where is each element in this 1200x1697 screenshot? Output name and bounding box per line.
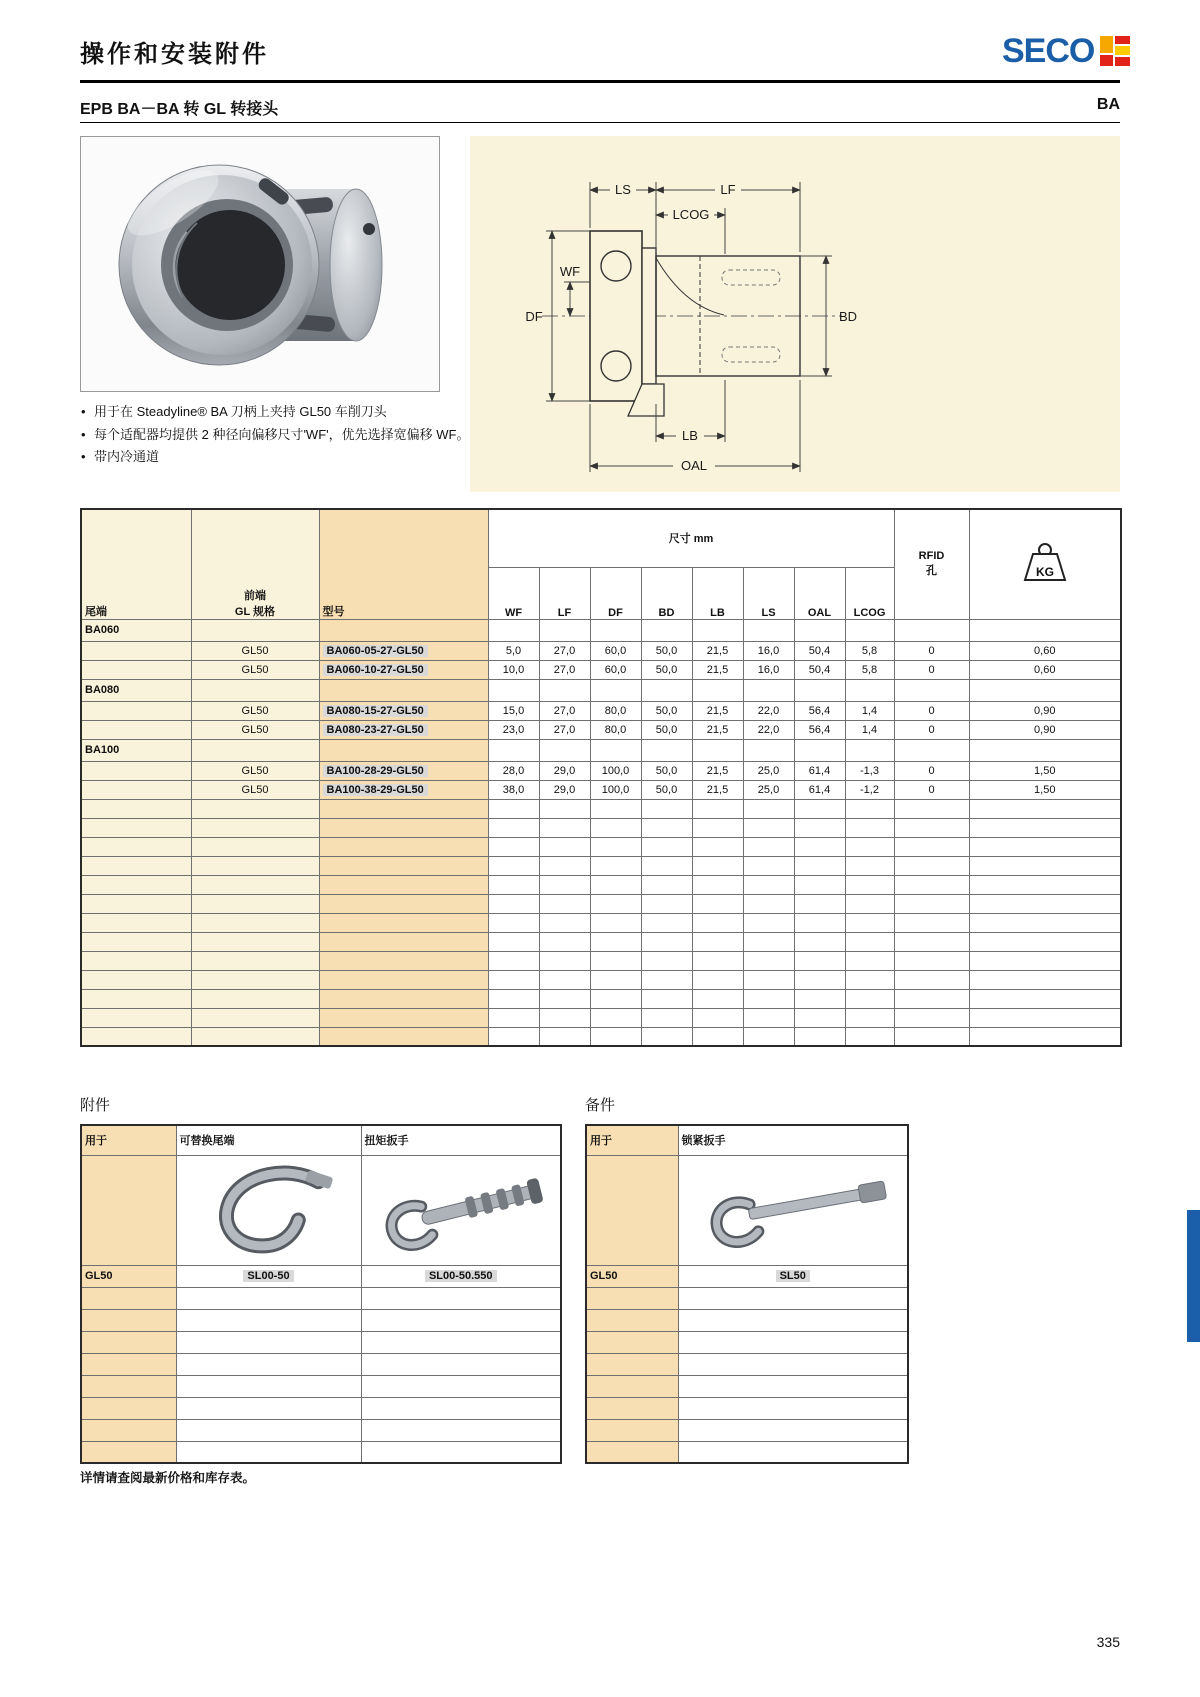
feature-bullet: • 每个适配器均提供 2 种径向偏移尺寸'WF'，优先选择宽偏移 WF。 xyxy=(80,425,472,445)
col-header-tail: 尾端 xyxy=(81,509,191,619)
dim-label-df: DF xyxy=(525,309,543,324)
empty-row xyxy=(81,970,1121,989)
empty-row xyxy=(81,1397,561,1419)
product-family-title: EPB BA－BA 转 GL 转接头 xyxy=(80,101,279,118)
feature-bullet: • 带内冷通道 xyxy=(80,447,472,467)
product-photo xyxy=(80,136,440,392)
empty-row xyxy=(81,1441,561,1463)
empty-row xyxy=(81,1331,561,1353)
group-row-ba100: BA100 xyxy=(81,739,1121,761)
accessories-title: 附件 xyxy=(80,1098,111,1114)
page-title: 操作和安装附件 xyxy=(80,42,269,68)
spares-title: 备件 xyxy=(585,1098,616,1114)
empty-row xyxy=(586,1419,908,1441)
dimension-drawing xyxy=(470,136,1120,492)
seco-logo-mark xyxy=(1100,36,1130,66)
col-header-df: DF xyxy=(590,567,641,619)
empty-row xyxy=(586,1309,908,1331)
product-table xyxy=(80,508,1122,1047)
product-row: GL50 BA060-05-27-GL50 5,0 27,0 60,0 50,0 21,5 16,0 50,4 5,8 0 0,60 xyxy=(81,641,1121,660)
order-code: BA080-23-27-GL50 xyxy=(323,724,428,736)
spares-col-wrench: 锁紧扳手 xyxy=(678,1125,908,1155)
section-tag: BA xyxy=(1096,96,1120,113)
group-row-ba060: BA060 xyxy=(81,619,1121,641)
empty-row xyxy=(586,1397,908,1419)
col-header-lcog: LCOG xyxy=(845,567,894,619)
col-header-bd: BD xyxy=(641,567,692,619)
empty-row xyxy=(586,1353,908,1375)
empty-row xyxy=(81,1008,1121,1027)
empty-row xyxy=(81,1287,561,1309)
empty-row xyxy=(81,913,1121,932)
lock-wrench-image xyxy=(693,1161,893,1257)
feature-bullet: • 用于在 Steadyline® BA 刀柄上夹持 GL50 车削刀头 xyxy=(80,402,472,422)
order-code: BA080-15-27-GL50 xyxy=(323,705,428,717)
order-code: SL00-50.550 xyxy=(425,1270,497,1282)
empty-row xyxy=(81,799,1121,818)
col-header-lb: LB xyxy=(692,567,743,619)
seco-logo-text: SECO xyxy=(1002,32,1095,70)
empty-row xyxy=(586,1287,908,1309)
product-row: GL50 BA080-15-27-GL50 15,0 27,0 80,0 50,0 21,5 22,0 56,4 1,4 0 0,90 xyxy=(81,701,1121,720)
weight-icon xyxy=(1013,540,1077,586)
col-header-dimensions: 尺寸 mm xyxy=(488,509,894,567)
empty-row xyxy=(586,1331,908,1353)
empty-row xyxy=(81,1419,561,1441)
product-row: GL50 BA100-38-29-GL50 38,0 29,0 100,0 50,0 21,5 25,0 61,4 -1,2 0 1,50 xyxy=(81,780,1121,799)
dim-label-lf: LF xyxy=(720,182,736,197)
empty-row xyxy=(81,1375,561,1397)
order-code: BA100-28-29-GL50 xyxy=(323,765,428,777)
dim-label-bd: BD xyxy=(839,309,858,324)
product-row: GL50 BA080-23-27-GL50 23,0 27,0 80,0 50,0 21,5 22,0 56,4 1,4 0 0,90 xyxy=(81,720,1121,739)
empty-row xyxy=(81,1353,561,1375)
section-edge-tab xyxy=(1187,1210,1200,1342)
dim-label-wf: WF xyxy=(559,264,581,279)
order-code: SL50 xyxy=(776,1270,810,1282)
empty-row xyxy=(586,1441,908,1463)
order-code: BA060-10-27-GL50 xyxy=(323,664,428,676)
spares-table xyxy=(585,1124,909,1464)
spares-row-for: GL50 xyxy=(586,1265,678,1287)
subtitle-divider xyxy=(80,122,1120,123)
col-header-model: 型号 xyxy=(319,509,488,619)
empty-row xyxy=(81,894,1121,913)
hook-wrench-image xyxy=(189,1161,349,1257)
col-header-rfid: RFID 孔 xyxy=(894,509,969,619)
torque-wrench-image xyxy=(371,1161,551,1257)
spares-col-for: 用于 xyxy=(586,1125,678,1155)
empty-row xyxy=(81,932,1121,951)
empty-row xyxy=(81,818,1121,837)
empty-row xyxy=(586,1375,908,1397)
acc-col-for: 用于 xyxy=(81,1125,176,1155)
empty-row xyxy=(81,875,1121,894)
col-header-oal: OAL xyxy=(794,567,845,619)
adapter-photo-image xyxy=(81,137,439,391)
col-header-front: 前端 GL 规格 xyxy=(191,509,319,619)
order-code: BA060-05-27-GL50 xyxy=(323,645,428,657)
dimension-diagram xyxy=(470,136,1120,492)
product-row: GL50 BA100-28-29-GL50 28,0 29,0 100,0 50,0 21,5 25,0 61,4 -1,3 0 1,50 xyxy=(81,761,1121,780)
col-header-wf: WF xyxy=(488,567,539,619)
empty-row xyxy=(81,951,1121,970)
col-header-lf: LF xyxy=(539,567,590,619)
feature-bullets xyxy=(80,402,472,470)
col-header-weight xyxy=(969,509,1121,619)
acc-col-torque: 扭矩扳手 xyxy=(361,1125,561,1155)
empty-row xyxy=(81,1309,561,1331)
acc-col-tail: 可替换尾端 xyxy=(176,1125,361,1155)
empty-row xyxy=(81,856,1121,875)
svg-text:KG: KG xyxy=(1035,564,1054,579)
dim-label-lcog: LCOG xyxy=(672,207,710,222)
page-number: 335 xyxy=(1096,1634,1120,1650)
acc-row-for: GL50 xyxy=(81,1265,176,1287)
seco-logo xyxy=(1002,32,1130,70)
dim-label-oal: OAL xyxy=(680,458,708,473)
group-row-ba080: BA080 xyxy=(81,679,1121,701)
empty-row xyxy=(81,989,1121,1008)
footnote: 详情请查阅最新价格和库存表。 xyxy=(80,1471,256,1485)
product-row: GL50 BA060-10-27-GL50 10,0 27,0 60,0 50,0 21,5 16,0 50,4 5,8 0 0,60 xyxy=(81,660,1121,679)
order-code: SL00-50 xyxy=(243,1270,293,1282)
empty-row xyxy=(81,837,1121,856)
dim-label-lb: LB xyxy=(682,428,698,443)
title-divider xyxy=(80,80,1120,83)
dim-label-ls: LS xyxy=(615,182,631,197)
empty-row xyxy=(81,1027,1121,1046)
col-header-ls: LS xyxy=(743,567,794,619)
order-code: BA100-38-29-GL50 xyxy=(323,784,428,796)
accessories-table xyxy=(80,1124,562,1464)
